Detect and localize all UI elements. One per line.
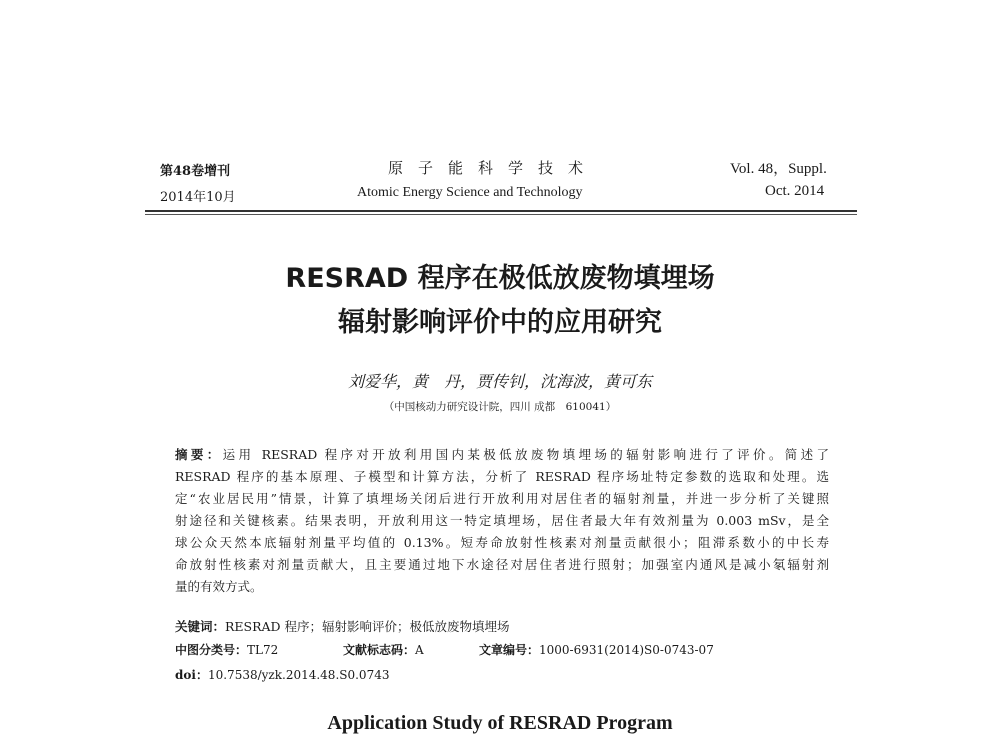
header-rule [145,210,857,212]
abstract-line: 射途径和关键核素。结果表明，开放利用这一特定填埋场，居住者最大年有效剂量为 0.003 mSv，是全 [175,513,829,528]
paper-title-line-2: 辐射影响评价中的应用研究 [338,307,662,338]
volume-label-en: Vol. 48，Suppl. [730,161,827,177]
journal-title-en: Atomic Energy Science and Technology [357,185,583,200]
header-rule-thin [145,214,857,215]
clc-field [175,641,343,658]
keywords [175,617,510,635]
abstract-line: RESRAD 程序的基本原理、子模型和计算方法，分析了 RESRAD 程序场址特定参数的选取和处理。选 [175,469,829,484]
article-number-label: 文章编号： [479,643,540,657]
doc-code-label: 文献标志码： [343,643,416,657]
article-number-field [479,641,714,658]
volume-label-cn: 第48卷增刊 [160,164,231,179]
doi-label: doi： [175,668,208,682]
journal-title-cn: 原子能科学技术 [388,159,599,177]
doi [175,666,389,683]
abstract-label: 摘要： [175,447,223,462]
abstract-line: 定“农业居民用”情景，计算了填埋场关闭后进行开放利用对居住者的辐射剂量，并进一步分析了关键照 [175,491,829,506]
abstract-line: 命放射性核素对剂量贡献大，且主要通过地下水途径对居住者进行照射；加强室内通风是减小氡辐射剂 [175,557,829,572]
keywords-label: 关键词： [175,619,226,634]
affiliation: （中国核动力研究设计院，四川 成都 610041） [383,401,617,413]
issue-date-en: Oct. 2014 [765,183,825,199]
classification-row [175,641,735,658]
abstract-line: 量的有效方式。 [175,579,263,594]
abstract-text: 运用 RESRAD 程序对开放利用国内某极低放废物填埋场的辐射影响进行了评价。简述了 [222,447,829,462]
doi-value: 10.7538/yzk.2014.48.S0.0743 [207,668,390,682]
abstract-line [175,444,829,466]
keywords-text: RESRAD 程序；辐射影响评价；极低放废物填埋场 [225,619,510,634]
paper-title-line-1: RESRAD 程序在极低放废物填埋场 [285,263,715,294]
english-title: Application Study of RESRAD Program [327,712,673,734]
doc-code-value: A [415,643,424,657]
doc-code-field [343,641,479,658]
article-number-value: 1000-6931(2014)S0-0743-07 [539,643,714,657]
author-list: 刘爱华，黄 丹，贾传钊，沈海波，黄可东 [347,372,652,391]
issue-date-cn: 2014年10月 [160,190,236,205]
abstract [175,444,829,598]
abstract-line: 球公众天然本底辐射剂量平均值的 0.13%。短寿命放射性核素对剂量贡献很小；阻滞系数小的中长寿 [175,535,829,550]
clc-value: TL72 [247,643,279,657]
clc-label: 中图分类号： [175,643,248,657]
